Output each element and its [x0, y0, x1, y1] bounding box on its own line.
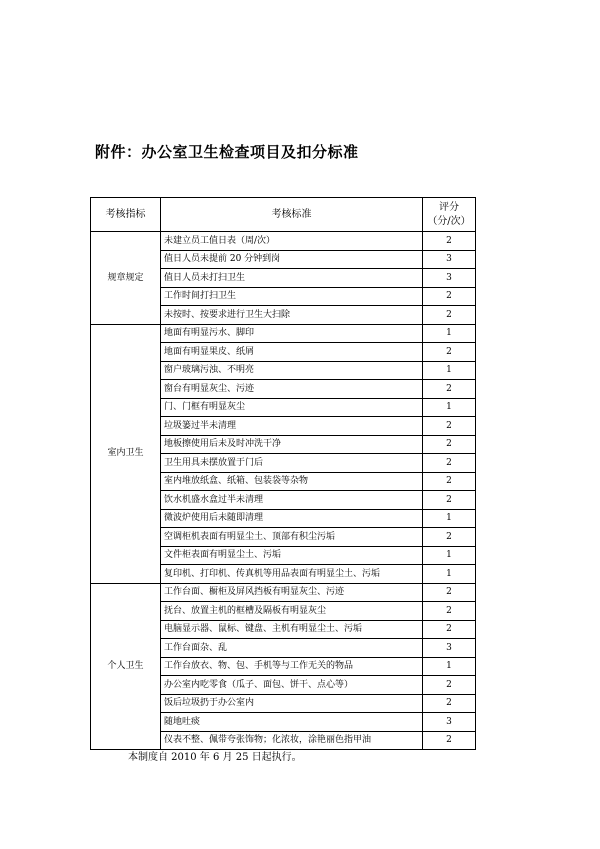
criterion-cell: 地板擦使用后未及时冲洗干净	[161, 435, 423, 454]
criterion-cell: 地面有明显污水、脚印	[161, 324, 423, 343]
score-cell: 3	[423, 713, 476, 732]
score-cell: 2	[423, 454, 476, 473]
criterion-cell: 室内堆放纸盒、纸箱、包装袋等杂物	[161, 472, 423, 491]
criterion-cell: 随地吐痰	[161, 713, 423, 732]
criterion-cell: 办公室内吃零食（瓜子、面包、饼干、点心等）	[161, 676, 423, 695]
header-category: 考核指标	[91, 198, 161, 232]
criterion-cell: 卫生用具未摆放置于门后	[161, 454, 423, 473]
score-cell: 1	[423, 324, 476, 343]
score-cell: 2	[423, 602, 476, 621]
criterion-cell: 工作台放衣、物、包、手机等与工作无关的物品	[161, 657, 423, 676]
score-cell: 2	[423, 620, 476, 639]
score-cell: 2	[423, 232, 476, 251]
criterion-cell: 饭后垃圾扔于办公室内	[161, 694, 423, 713]
category-cell: 规章规定	[91, 232, 161, 325]
score-cell: 3	[423, 269, 476, 288]
score-cell: 1	[423, 361, 476, 380]
criterion-cell: 工作台面、橱柜及屏风挡板有明显灰尘、污迹	[161, 583, 423, 602]
criterion-cell: 地面有明显果皮、纸屑	[161, 343, 423, 362]
page-title: 附件：办公室卫生检查项目及扣分标准	[95, 143, 359, 161]
table-row	[91, 324, 476, 343]
score-cell: 2	[423, 380, 476, 399]
score-cell: 1	[423, 398, 476, 417]
score-cell: 1	[423, 509, 476, 528]
score-cell: 2	[423, 287, 476, 306]
score-cell: 2	[423, 306, 476, 325]
effective-date-note: 本制度自 2010 年 6 月 25 日起执行。	[128, 752, 302, 763]
score-cell: 2	[423, 435, 476, 454]
criterion-cell: 空调柜机表面有明显尘土、顶部有积尘污垢	[161, 528, 423, 547]
criterion-cell: 复印机、打印机、传真机等用品表面有明显尘土、污垢	[161, 565, 423, 584]
criterion-cell: 微波炉使用后未随即清理	[161, 509, 423, 528]
criterion-cell: 电脑显示器、鼠标、键盘、主机有明显尘土、污垢	[161, 620, 423, 639]
table-row	[91, 583, 476, 602]
criterion-cell: 抚台、放置主机的框槽及隔板有明显灰尘	[161, 602, 423, 621]
header-score-line1: 评分	[439, 202, 459, 213]
score-cell: 2	[423, 694, 476, 713]
table-body	[91, 232, 476, 750]
criterion-cell: 垃圾篓过半未清理	[161, 417, 423, 436]
score-cell: 2	[423, 491, 476, 510]
category-cell: 个人卫生	[91, 583, 161, 750]
header-score	[423, 198, 476, 232]
score-cell: 2	[423, 731, 476, 750]
score-cell: 1	[423, 565, 476, 584]
score-cell: 2	[423, 417, 476, 436]
criterion-cell: 文件柜表面有明显尘土、污垢	[161, 546, 423, 565]
inspection-table	[90, 197, 476, 750]
criterion-cell: 窗户玻璃污浊、不明亮	[161, 361, 423, 380]
score-cell: 2	[423, 343, 476, 362]
criterion-cell: 未按时、按要求进行卫生大扫除	[161, 306, 423, 325]
score-cell: 3	[423, 250, 476, 269]
table-row	[91, 232, 476, 251]
criterion-cell: 仪表不整、佩带夸张饰物；化浓妆，涂艳丽色指甲油	[161, 731, 423, 750]
score-cell: 2	[423, 472, 476, 491]
score-cell: 1	[423, 657, 476, 676]
score-cell: 3	[423, 639, 476, 658]
criterion-cell: 饮水机盛水盒过半未清理	[161, 491, 423, 510]
criterion-cell: 门、门框有明显灰尘	[161, 398, 423, 417]
criterion-cell: 值日人员未打扫卫生	[161, 269, 423, 288]
header-score-line2: （分/次）	[427, 215, 471, 227]
criterion-cell: 未建立员工值日表（周/次）	[161, 232, 423, 251]
criterion-cell: 值日人员未提前 20 分钟到岗	[161, 250, 423, 269]
score-cell: 1	[423, 546, 476, 565]
score-cell: 2	[423, 528, 476, 547]
header-criteria: 考核标准	[161, 198, 423, 232]
criterion-cell: 窗台有明显灰尘、污迹	[161, 380, 423, 399]
category-cell: 室内卫生	[91, 324, 161, 583]
score-cell: 2	[423, 676, 476, 695]
criterion-cell: 工作时间打扫卫生	[161, 287, 423, 306]
score-cell: 2	[423, 583, 476, 602]
criterion-cell: 工作台面杂、乱	[161, 639, 423, 658]
table-header-row	[91, 198, 476, 232]
